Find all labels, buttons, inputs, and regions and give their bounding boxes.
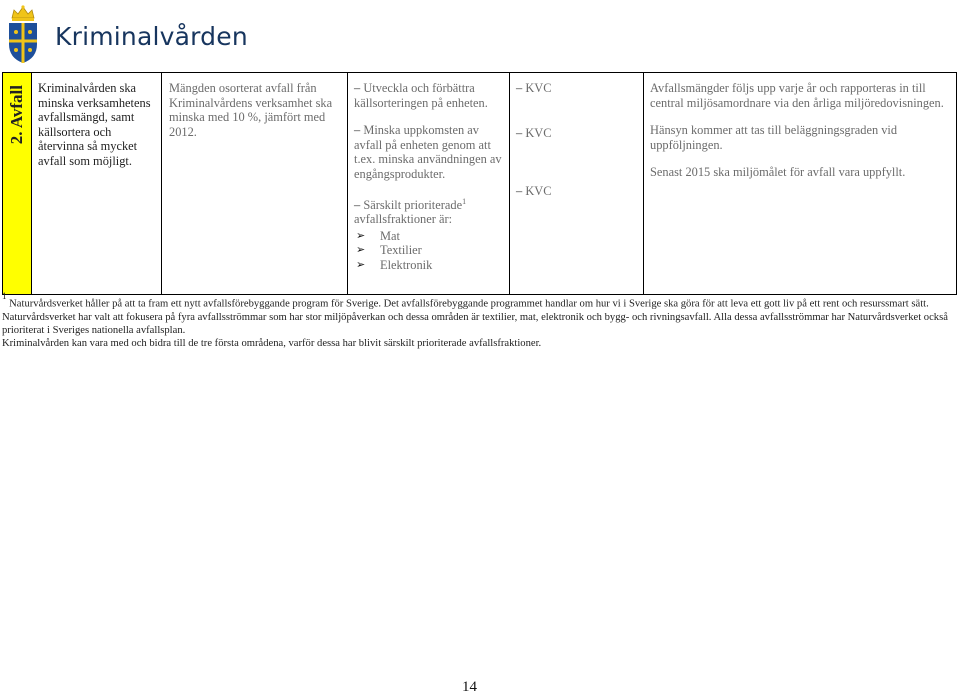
action-item: – Minska uppkomsten av avfall på enheten genom att t.ex. minska användningen av engångsprodukter.: [354, 123, 502, 181]
actions-cell: [348, 73, 510, 295]
footnote-paragraph: Kriminalvården kan vara med och bidra till de tre första områdena, varför dessa har blivit särskilt prioriterade avfallsfraktioner.: [2, 337, 542, 349]
list-item: ➢ Elektronik: [356, 258, 433, 273]
target-text: Mängden osorterat avfall från Kriminalvårdens verksamhet ska minska med 10 %, jämfört med 2012.: [169, 81, 333, 139]
list-item: ➢ Mat: [356, 228, 400, 243]
responsible-cell: [510, 73, 644, 295]
footnote-paragraph: $^1$ Naturvårdsverket håller på att ta fram ett nytt avfallsförebyggande program för Sverige. Det avfallsförebyggande programmet handlar om hur vi i Sverige ska göra för att leva ett gott liv på ett rent och resurssmart sätt. Naturvårdsverket har valt att fokusera på fyra avfallsströmmar som har stor miljöpåverkan och dessa områden är textilier, mat, elektronik och bygg- och rivningsavfall. Alla dessa avfallsströmmar har Naturvårdsverket också prioriterat i Sveriges nationella avfallsplan.: [2, 291, 948, 336]
goal-cell: [32, 73, 162, 295]
goal-text: Kriminalvården ska minska verksamhetens avfallsmängd, samt källsortera och återvinna så mycket avfall som möjligt.: [38, 81, 151, 168]
logo-text: Kriminalvården: [55, 22, 248, 51]
followup-cell: [644, 73, 957, 295]
arrow-bullet-icon: ➢: [356, 259, 366, 272]
responsible-item: – KVC: [516, 184, 552, 199]
followup-text: Hänsyn kommer att tas till beläggningsgraden vid uppföljningen.: [650, 123, 898, 152]
section-label: 2. Avfall: [7, 85, 26, 145]
target-cell: [162, 73, 348, 295]
list-item: ➢ Textilier: [356, 243, 422, 258]
action-item: – Särskilt prioriterade$^1$ avfallsfraktioner är:: [354, 196, 467, 227]
footnote-marker: 1: [2, 291, 7, 301]
responsible-item: – KVC: [516, 125, 552, 140]
arrow-bullet-icon: ➢: [356, 229, 366, 242]
priority-list: [354, 229, 505, 273]
action-table: [2, 72, 957, 295]
page-number: 14: [462, 679, 477, 695]
table-row: [3, 73, 957, 295]
followup-text: Senast 2015 ska miljömålet för avfall vara uppfyllt.: [650, 165, 906, 180]
section-label-cell: [3, 73, 32, 295]
responsible-item: – KVC: [516, 81, 552, 95]
arrow-bullet-icon: ➢: [356, 244, 366, 257]
followup-text: Avfallsmängder följs upp varje år och rapporteras in till central miljösamordnare via den årliga miljöredovisningen.: [650, 81, 944, 110]
footnote: [2, 293, 952, 350]
action-item: – Utveckla och förbättra källsorteringen på enheten.: [354, 81, 488, 110]
logo: [6, 4, 248, 64]
coat-of-arms-icon: [6, 4, 40, 64]
